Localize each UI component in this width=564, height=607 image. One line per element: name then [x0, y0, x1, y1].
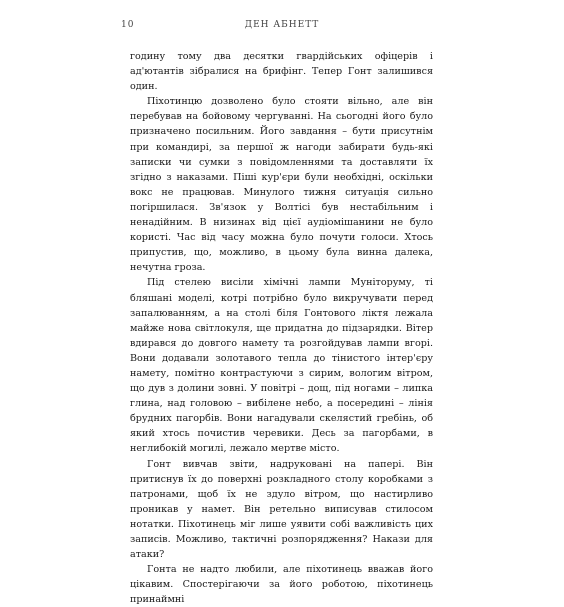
paragraph: Під стелею висіли хімічні лампи Муніторуму, ті бляшані моделі, котрі потрібно було викручувати перед запалюванням, а на столі біля Гонтового ліктя лежала майже нова світлокуля, ще придатна до підзарядки. Вітер вдирався до довгого намету та розгойдував лампи вгорі. Вони додавали золотавого тепла до тінистого інтер'єру намету, помітно контрастуючи з сирим, вологим вітром, що дув з долини зовні. У повітрі – дощ, під ногами – липка глина, над головою – вибілене небо, а посередині – лінія брудних пагорбів. Вони нагадували скелястий гребінь, об який хтось почистив черевики. Десь за пагорбами, в неглибокій могилі, лежало мертве місто. [130, 277, 433, 455]
running-head [121, 20, 443, 34]
page-number: 10 [121, 20, 135, 30]
body-text [130, 49, 433, 607]
running-head-author: ДЕН АБНЕТТ [244, 20, 320, 30]
paragraph: Піхотинцю дозволено було стояти вільно, але він перебував на бойовому чергуванні. На сьогодні його було призначено посильним. Його завдання – бути присутнім при командирі, за першої ж нагоди забирати будь-які записки чи сумки з повідомленнями та доставляти їх згідно з наказами. Піші кур'єри були необхідні, оскільки вокс не працював. Минулого тижня ситуація сильно погіршилася. Зв'язок у Волтісі був нестабільним і ненадійним. В низинах від цієї аудіомішанини не було користі. Час від часу можна було почути голоси. Хтось припустив, що, можливо, в цьому була винна далека, нечутна гроза. [130, 96, 433, 274]
paragraph: Гонт вивчав звіти, надруковані на папері. Він притиснув їх до поверхні розкладного столу коробками з патронами, щоб їх не здуло вітром, що настирливо проникав у намет. Він ретельно виписував стилосом нотатки. Піхотинець міг лише уявити собі важливість цих записів. Можливо, тактичні розпорядження? Накази для атаки? [130, 458, 433, 561]
paragraph: Гонта не надто любили, але піхотинець вважав його цікавим. Спостерігаючи за його роботою, піхотинець принаймні [130, 564, 433, 606]
paragraph: годину тому два десятки гвардійських офіцерів і ад'ютантів зібралися на брифінг. Тепер Гонт залишився один. [130, 51, 433, 93]
